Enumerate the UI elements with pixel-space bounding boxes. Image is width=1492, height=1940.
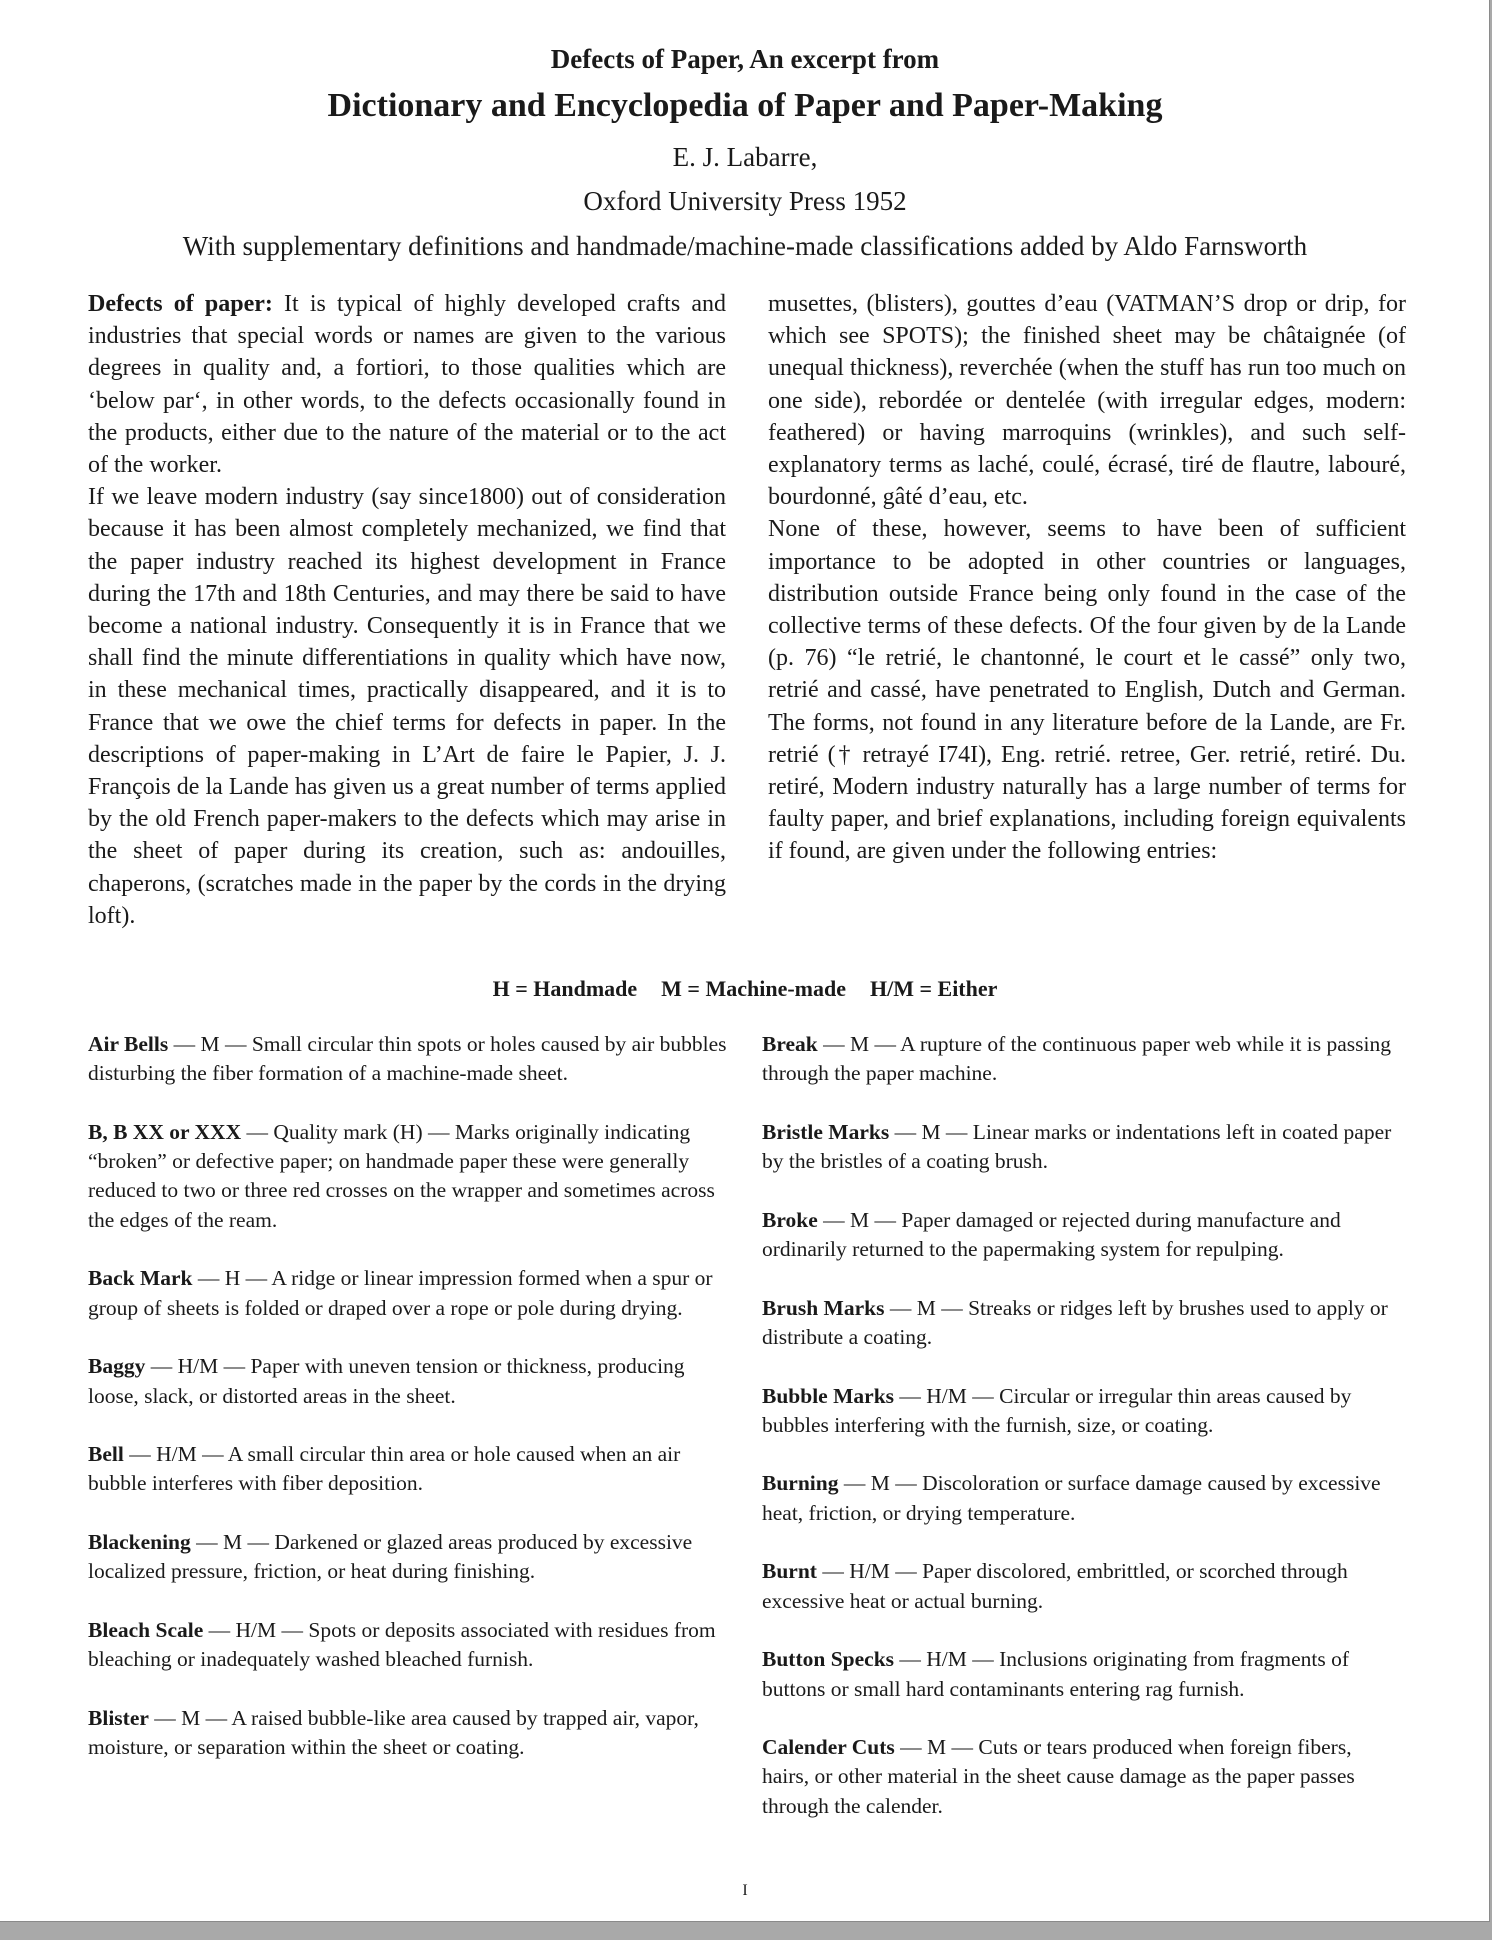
legend-either: H/M = Either <box>870 976 998 1001</box>
entry-term: Baggy <box>88 1354 146 1379</box>
entry-description: — M — A rupture of the continuous paper web while it is passing through the paper machine. <box>762 1032 1392 1086</box>
entry-term: Burning <box>762 1471 839 1496</box>
definition-entry <box>762 1733 1402 1821</box>
intro-column-right <box>768 288 1406 868</box>
entry-term: B, B XX or XXX <box>88 1119 242 1144</box>
definition-entry <box>88 1616 728 1675</box>
entry-description: — M — Streaks or ridges left by brushes used to apply or distribute a coating. <box>762 1295 1388 1349</box>
supplement-line: With supplementary definitions and handmade/machine-made classifications added by Aldo Farnsworth <box>182 231 1308 261</box>
definition-entry <box>762 1645 1402 1704</box>
entry-term: Blackening <box>88 1530 191 1555</box>
entry-term: Bleach Scale <box>88 1617 204 1642</box>
entry-description: — H/M — Circular or irregular thin areas caused by bubbles interfering with the furnish, size, or coating. <box>762 1383 1352 1437</box>
legend-machine-made: M = Machine-made <box>661 976 846 1001</box>
definition-entry <box>88 1030 728 1089</box>
definitions-column-right <box>762 1030 1402 1850</box>
intro-paragraph-2: If we leave modern industry (say since1800) out of consideration because it has been almost completely mechanized, we find that the paper industry reached its highest development in France during the 17th and 18th Centuries, and may there be said to have become a national industry. Consequently it is in France that we shall find the minute differentiations in quality which have now, in these mechanical times, practically disappeared, and it is to France that we owe the chief terms for defects in paper. In the descriptions of paper-making in L’Art de faire le Papier, J. J. François de la Lande has given us a great number of terms applied by the old French paper-makers to the defects which may arise in the sheet of paper during its creation, such as: andouilles, chaperons, (scratches made in the paper by the cords in the drying loft). <box>88 484 726 929</box>
entry-description: — H/M — Paper with uneven tension or thickness, producing loose, slack, or distorted areas in the sheet. <box>88 1354 685 1408</box>
intro-paragraph-4: None of these, however, seems to have been of sufficient importance to be adopted in other countries or languages, distribution outside France being only found in the case of the collective terms of these defects. Of the four given by de la Lande (p. 76) “le retrié, le chantonné, le court et le cassé” only two, retrié and cassé, have penetrated to English, Dutch and German. The forms, not found in any literature before de la Lande, are Fr. retrié († retrayé I74I), Eng. retrié. retree, Ger. retrié, retiré. Du. retiré, Modern industry naturally has a large number of terms for faulty paper, and brief explanations, including foreign equivalents if found, are given under the following entries: <box>768 516 1406 865</box>
legend-handmade: H = Handmade <box>492 976 638 1001</box>
author-line: E. J. Labarre, <box>672 142 818 172</box>
entry-term: Burnt <box>762 1559 817 1584</box>
classification-legend <box>0 976 1490 1002</box>
entry-term: Bell <box>88 1442 124 1467</box>
book-title: Dictionary and Encyclopedia of Paper and Paper-Making <box>327 87 1163 124</box>
entry-description: — H/M — Spots or deposits associated with residues from bleaching or inadequately washed bleached furnish. <box>88 1617 716 1672</box>
definition-entry <box>762 1206 1402 1265</box>
entry-description: — M — Small circular thin spots or holes caused by air bubbles disturbing the fiber formation of a machine-made sheet. <box>88 1032 727 1086</box>
definition-entry <box>762 1557 1402 1616</box>
entry-term: Break <box>762 1032 818 1056</box>
entry-term: Air Bells <box>88 1032 169 1056</box>
entry-description: — M — Cuts or tears produced when foreign fibers, hairs, or other material in the sheet cause damage as the paper passes through the calender. <box>762 1735 1355 1818</box>
entry-description: — M — A raised bubble-like area caused by trapped air, vapor, moisture, or separation within the sheet or coating. <box>88 1705 699 1760</box>
entry-term: Calender Cuts <box>762 1735 895 1760</box>
entry-term: Button Specks <box>762 1647 895 1672</box>
definitions-column-left <box>88 1030 728 1792</box>
intro-column-left <box>88 288 726 932</box>
entry-description: — M — Discoloration or surface damage caused by excessive heat, friction, or drying temperature. <box>762 1471 1381 1525</box>
definition-entry <box>88 1704 728 1763</box>
entry-description: — H/M — A small circular thin area or hole caused when an air bubble interferes with fiber deposition. <box>88 1442 681 1496</box>
entry-term: Back Mark <box>88 1266 193 1291</box>
publisher-line: Oxford University Press 1952 <box>583 186 907 216</box>
entry-description: — M — Darkened or glazed areas produced by excessive localized pressure, friction, or heat during finishing. <box>88 1530 693 1584</box>
lead-term: Defects of paper: <box>88 291 273 317</box>
intro-paragraph-1-text: It is typical of highly developed crafts and industries that special words or names are given to the various degrees in quality and, a fortiori, to those qualities which are ‘below par‘, in other words, to the defects occasionally found in the products, either due to the nature of the material or to the act of the worker. <box>88 291 726 479</box>
definition-entry <box>88 1352 728 1411</box>
entry-description: — Quality mark (H) — Marks originally indicating “broken” or defective paper; on handmade paper these were generally reduced to two or three red crosses on the wrapper and sometimes across the edges of the ream. <box>88 1119 715 1232</box>
entry-term: Brush Marks <box>762 1295 885 1320</box>
intro-paragraph-1 <box>88 288 726 481</box>
entry-description: — M — Paper damaged or rejected during manufacture and ordinarily returned to the papermaking system for repulping. <box>762 1207 1341 1262</box>
definition-entry <box>88 1528 728 1587</box>
entry-term: Blister <box>88 1705 149 1730</box>
entry-description: — H — A ridge or linear impression formed when a spur or group of sheets is folded or draped over a rope or pole during drying. <box>88 1266 713 1320</box>
definition-entry <box>88 1440 728 1499</box>
excerpt-heading: Defects of Paper, An excerpt from <box>550 44 940 74</box>
page-number: I <box>742 1882 748 1899</box>
entry-description: — M — Linear marks or indentations left in coated paper by the bristles of a coating brush. <box>762 1119 1392 1174</box>
definition-entry <box>762 1294 1402 1353</box>
definition-entry <box>762 1030 1402 1089</box>
definition-entry <box>762 1382 1402 1441</box>
entry-description: — H/M — Inclusions originating from fragments of buttons or small hard contaminants entering rag furnish. <box>762 1647 1350 1701</box>
entry-term: Bubble Marks <box>762 1383 895 1408</box>
definition-entry <box>88 1118 728 1235</box>
definition-entry <box>762 1469 1402 1528</box>
definition-entry <box>88 1264 728 1323</box>
entry-description: — H/M — Paper discolored, embrittled, or scorched through excessive heat or actual burning. <box>762 1559 1348 1613</box>
intro-paragraph-3: musettes, (blisters), gouttes d’eau (VATMAN’S drop or drip, for which see SPOTS); the finished sheet may be châtaignée (of unequal thickness), reverchée (when the stuff has run too much on one side), rebordée or dentelée (with irregular edges, modern: feathered) or having marroquins (wrinkles), and such self-explanatory terms as laché, coulé, écrasé, tiré de flautre, labouré, bourdonné, gâté d’eau, etc. <box>768 291 1406 511</box>
entry-term: Broke <box>762 1207 818 1232</box>
entry-term: Bristle Marks <box>762 1119 890 1144</box>
definition-entry <box>762 1118 1402 1177</box>
